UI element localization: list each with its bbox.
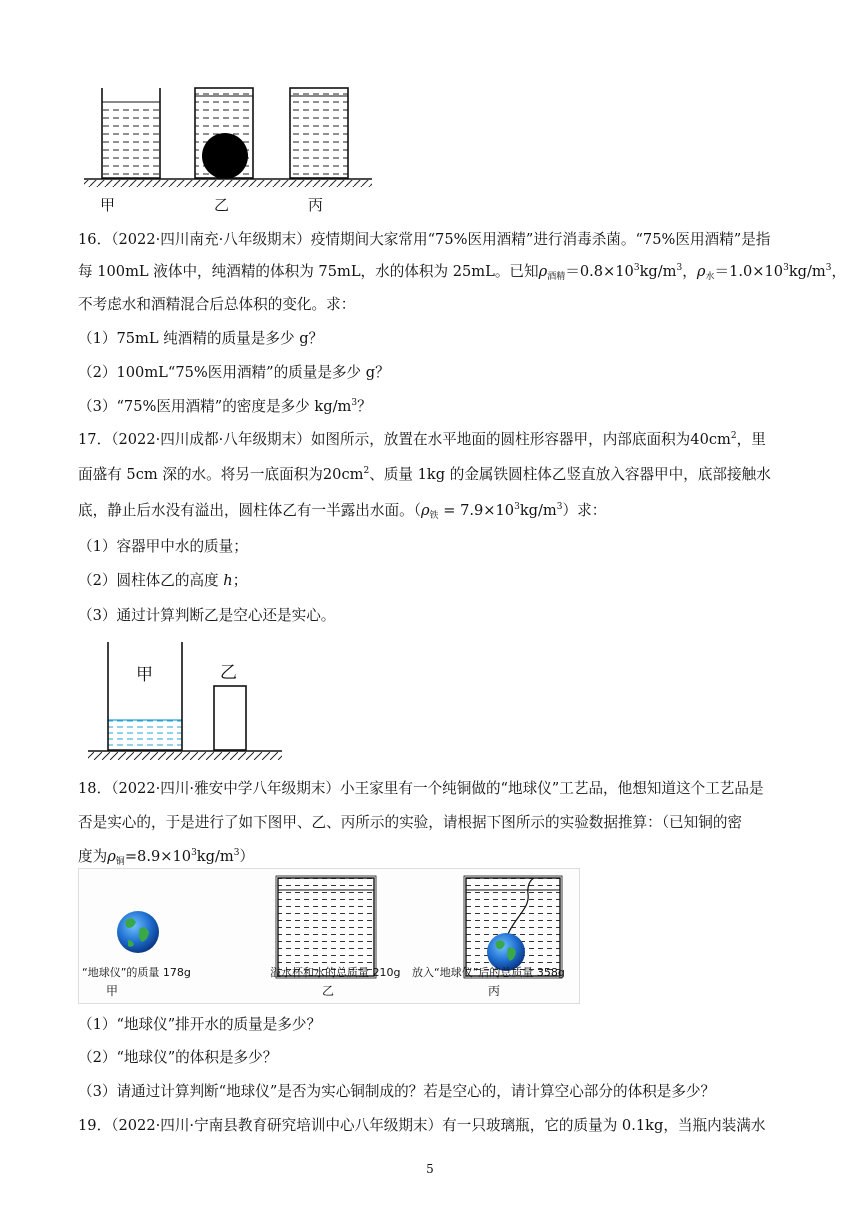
q18-sub-2: （2）“地球仪”的体积是多少？ [78, 1049, 278, 1066]
q17-line-2: 面盛有 5cm 深的水。将另一底面积为$20cm^2$、质量 1kg 的金属铁圆柱体乙竖直放入容器甲中，底部接触水 [78, 466, 771, 483]
globe-icon [117, 911, 159, 953]
label-yi-cylinder: 乙 [220, 663, 237, 683]
label-jia-container: 甲 [136, 665, 153, 685]
caption-cup-water-mass: 溢水杯和水的总质量 210g [270, 966, 401, 979]
q17-sub-1: （1）容器甲中水的质量； [78, 538, 248, 555]
figure-container-and-cylinder [86, 640, 296, 762]
q18-sub-3: （3）请通过计算判断“地球仪”是否为实心铜制成的？若是空心的，请计算空心部分的体积是多少？ [78, 1083, 716, 1100]
q18-sub-1: （1）“地球仪”排开水的质量是多少？ [78, 1016, 322, 1033]
q18-line-3: 度为$\rho_铜=8.9\times 10^3kg/m^3$） [78, 848, 255, 867]
q16-line-1 [78, 228, 770, 249]
label-yi: 乙 [214, 196, 230, 214]
label-jia-globe: 甲 [106, 984, 119, 998]
solid-ball-icon [202, 133, 248, 179]
q16-sub-2: （2）100mL“75%医用酒精”的质量是多少 g？ [78, 364, 390, 381]
q17-sub-3: （3）通过计算判断乙是空心还是实心。 [78, 607, 336, 624]
figure-three-containers [82, 82, 382, 222]
label-bing-total: 丙 [488, 984, 501, 998]
caption-globe-mass: “地球仪”的质量 178g [82, 966, 191, 979]
q18-line-1: 18．（2022·四川·雅安中学八年级期末）小王家里有一个纯铜做的“地球仪”工艺品，他想知道这个工艺品是 [78, 780, 764, 797]
figure-globe-experiment [78, 868, 580, 1004]
q16-sub-3: （3）“75%医用酒精”的密度是多少 $kg/m^3$？ [78, 398, 372, 415]
q16-text-1: 疫情期间大家常用“75%医用酒精”进行消毒杀菌。“75%医用酒精”是指 [310, 231, 771, 248]
label-jia: 甲 [100, 196, 116, 214]
q16-number: 16． [78, 231, 112, 248]
q17-line-1: 17．（2022·四川成都·八年级期末）如图所示，放置在水平地面的圆柱形容器甲，内部底面积为$40cm^2$，里 [78, 431, 766, 448]
q16-sub-1: （1）75mL 纯酒精的质量是多少 g？ [78, 330, 324, 347]
page-number: 5 [426, 1162, 434, 1176]
q16-line-2: 每 100mL 液体中，纯酒精的体积为 75mL，水的体积为 25mL。已知$\rho_{酒精}=0.8\times 10^3kg/m^3$，$\rho_水=1.0\times 10^3kg/m^3$， [78, 263, 847, 282]
q18-number: 18． [78, 780, 112, 797]
q19-line-1: 19．（2022·四川·宁南县教育研究培训中心八年级期末）有一只玻璃瓶，它的质量为 0.1kg，当瓶内装满水 [78, 1117, 766, 1134]
q16-source: （2022·四川南充·八年级期末） [111, 231, 311, 248]
q18-source: （2022·四川·雅安中学八年级期末） [111, 780, 341, 797]
q19-number: 19． [78, 1117, 112, 1134]
q17-sub-2: （2）圆柱体乙的高度 h； [78, 572, 248, 589]
q18-line-2: 否是实心的，于是进行了如下图甲、乙、丙所示的实验，请根据下图所示的实验数据推算：（已知铜的密 [78, 814, 743, 831]
q17-source: （2022·四川成都·八年级期末） [111, 431, 311, 448]
q17-line-3: 底，静止后水没有溢出，圆柱体乙有一半露出水面。$(\rho_铁 = 7.9\times 10^3kg/m^3)$求： [78, 502, 607, 521]
label-yi-cup: 乙 [322, 984, 335, 998]
label-bing: 丙 [308, 196, 324, 214]
q19-source: （2022·四川·宁南县教育研究培训中心八年级期末） [111, 1117, 443, 1134]
q17-number: 17． [78, 431, 112, 448]
caption-total-mass: 放入“地球仪”后的总质量 358g [412, 966, 565, 979]
q16-line-3: 不考虑水和酒精混合后总体积的变化。求： [78, 296, 356, 313]
